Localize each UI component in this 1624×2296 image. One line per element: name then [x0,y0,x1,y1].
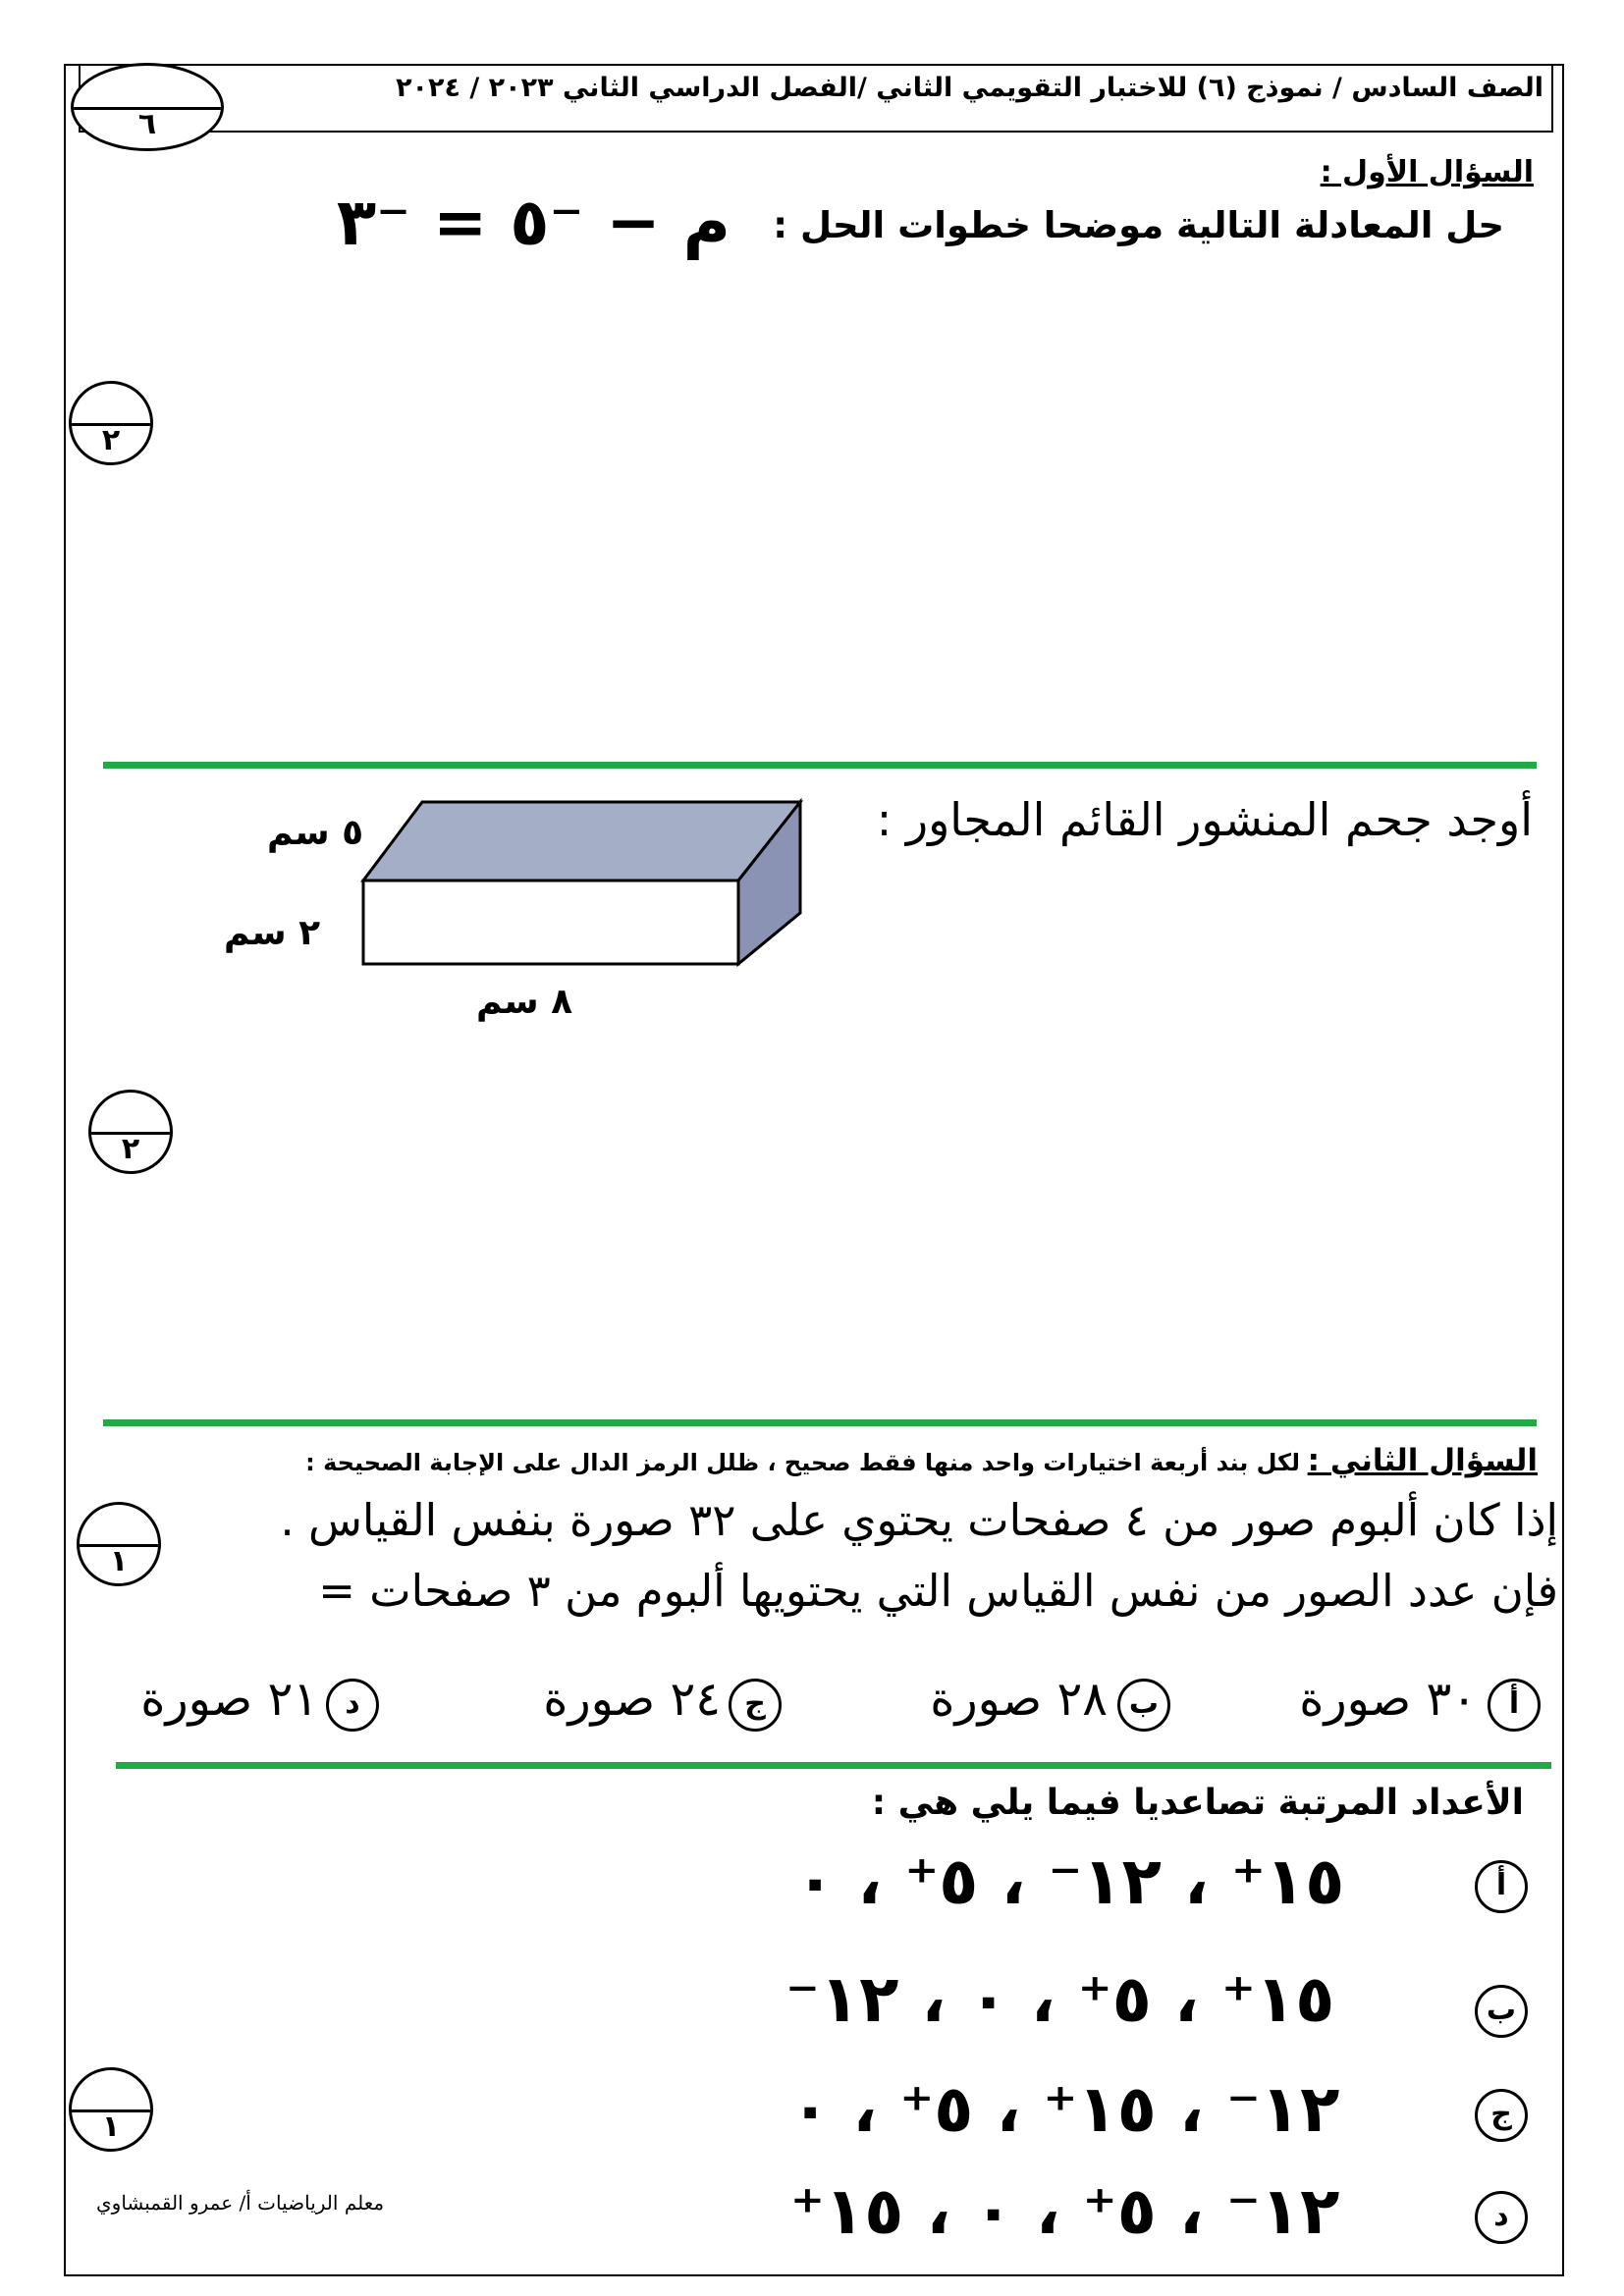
prism-top-face [363,802,800,881]
seq-option-b-text: ١٥⁺ ، ٥⁺ ، ٠ ، ١٢⁻ [785,1961,1335,2037]
divider-line-2 [103,1419,1537,1426]
item1-line2: فإن عدد الصور من نفس القياس التي يحتويها ألبوم من ٣ صفحات = [318,1565,1558,1617]
seq-option-b-circle[interactable]: ب [1475,1985,1528,2038]
option-c-text: ٢٤ صورة [543,1672,721,1727]
equation-score-value: ٢ [101,423,121,457]
seq-option-c-text: ١٢⁻ ، ١٥⁺ ، ٥⁺ ، ٠ [790,2071,1340,2147]
header-title: الصف السادس / نموذج (٦) للاختبار التقويمي الثاني /الفصل الدراسي الثاني ٢٠٢٣ / ٢٠٢٤ [396,73,1543,103]
seq-option-c-circle[interactable]: ج [1475,2089,1528,2142]
total-score-badge [71,63,224,151]
q1-equation: م − ⁻٥ = ⁻٣ [336,185,731,260]
item2-stem: الأعداد المرتبة تصاعديا فيما يلي هي : [871,1783,1524,1823]
prism-height-label: ٢ سم [224,913,321,953]
seq-option-a-circle[interactable]: أ [1475,1860,1528,1913]
prism-length-label: ٨ سم [476,982,573,1022]
prism-depth-label: ٥ سم [267,813,364,853]
prism-figure [353,797,805,974]
page-frame [64,64,1564,2276]
option-b-circle[interactable]: ب [1117,1679,1170,1732]
prism-front-face [363,881,738,964]
divider-line-3 [116,1762,1551,1769]
item2-score-value: ١ [101,2109,121,2144]
q2-heading: السؤال الثاني : [1307,1443,1538,1478]
item1-score-value: ١ [109,1544,129,1578]
option-a-circle[interactable]: أ [1488,1679,1541,1732]
prism-score-badge [88,1090,173,1174]
option-c-circle[interactable]: ج [729,1679,782,1732]
q1-heading: السؤال الأول : [1320,155,1534,189]
q1-equation-prompt: حل المعادلة التالية موضحا خطوات الحل : [773,204,1504,246]
option-d-text: ٢١ صورة [140,1672,318,1727]
prism-prompt: أوجد جحم المنشور القائم المجاور : [876,793,1533,846]
footer-teacher: معلم الرياضيات أ/ عمرو القمبشاوي [96,2191,385,2215]
option-d-circle[interactable]: د [326,1679,379,1732]
total-score-value: ٦ [137,107,157,141]
prism-score-value: ٢ [121,1132,140,1166]
option-b-text: ٢٨ صورة [930,1672,1108,1727]
divider-line [103,762,1537,769]
equation-score-badge [69,381,153,465]
seq-option-d-text: ١٢⁻ ، ٥⁺ ، ٠ ، ١٥⁺ [790,2173,1340,2249]
item1-score-badge [77,1502,161,1586]
item1-line1: إذا كان ألبوم صور من ٤ صفحات يحتوي على ٣٢ صورة بنفس القياس . [280,1494,1558,1546]
seq-option-d-circle[interactable]: د [1475,2191,1528,2244]
seq-option-a-text: ١٥⁺ ، ١٢⁻ ، ٥⁺ ، ٠ [795,1843,1345,1919]
option-a-text: ٣٠ صورة [1299,1672,1477,1727]
item2-score-badge [69,2067,153,2152]
q2-instruction: لكل بند أربعة اختيارات واحد منها فقط صحيح ، ظلل الرمز الدال على الإجابة الصحيحة : [305,1449,1300,1476]
